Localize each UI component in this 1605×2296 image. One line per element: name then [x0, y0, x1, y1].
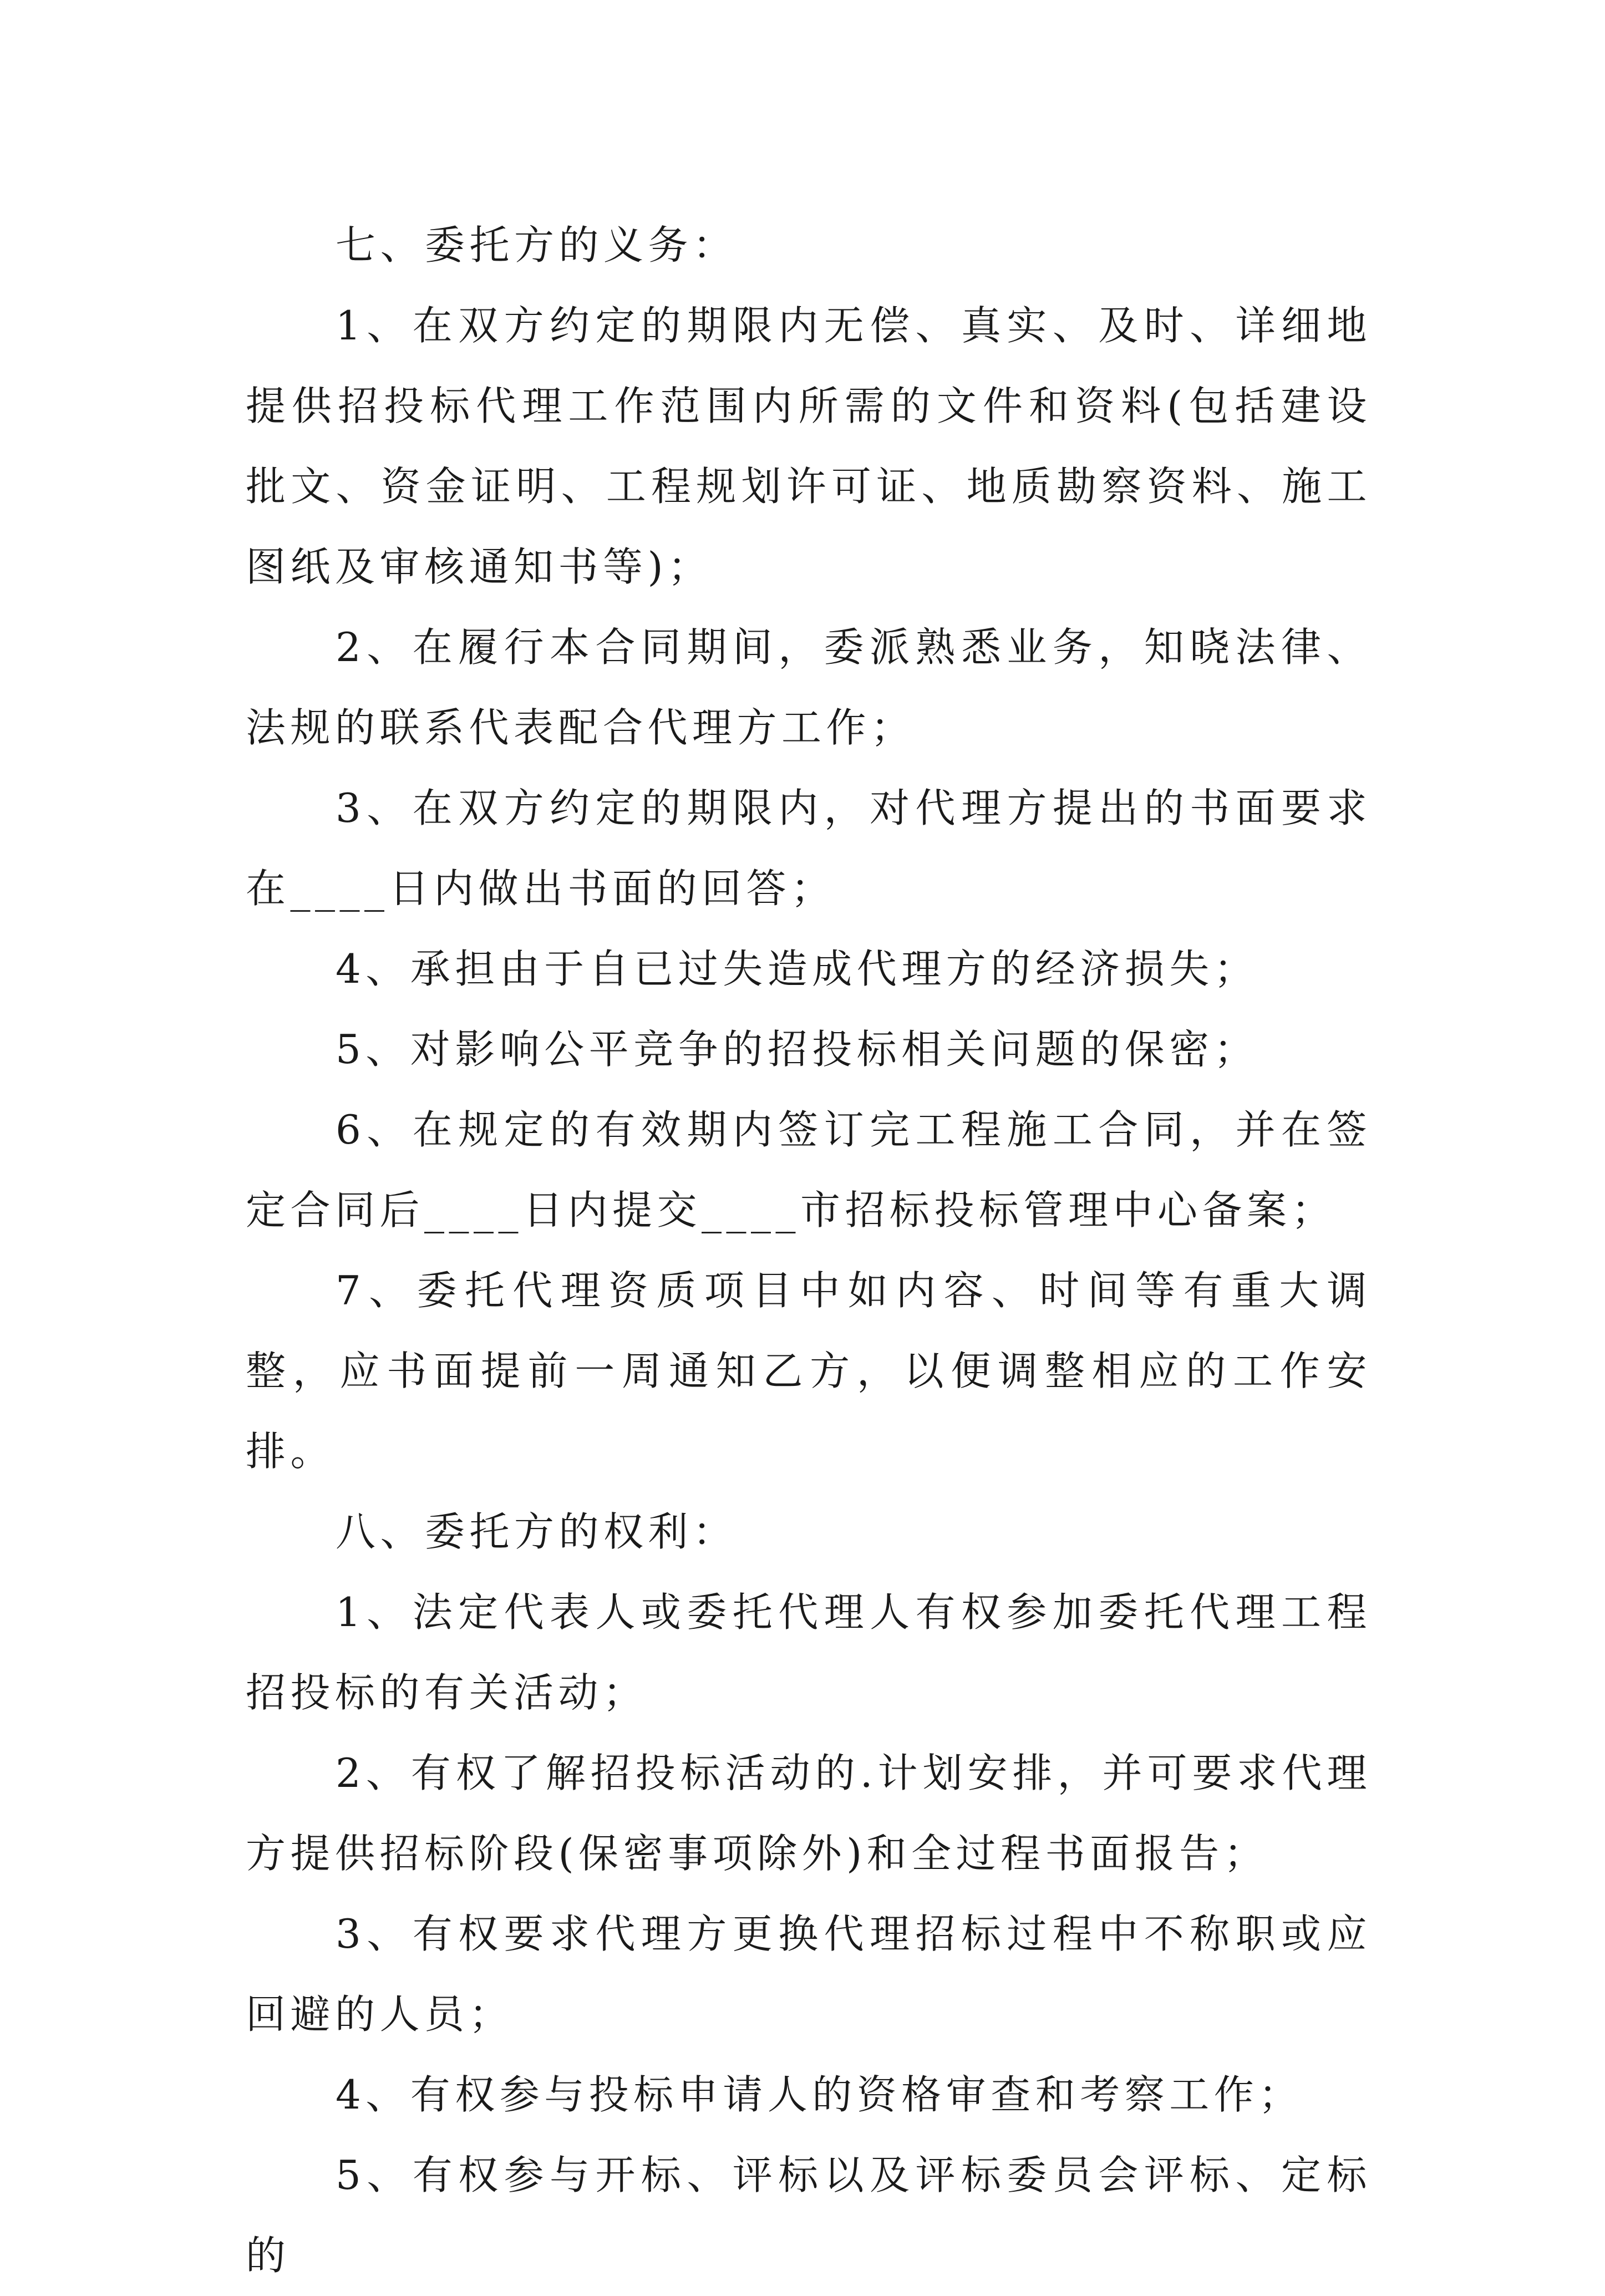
document-body — [246, 205, 1372, 2296]
obligation-item-3: 3、在双方约定的期限内，对代理方提出的书面要求在____日内做出书面的回答； — [246, 785, 1372, 912]
section-heading-client-rights: 八、委托方的权利： — [336, 1508, 738, 1555]
obligation-item-6: 6、在规定的有效期内签订完工程施工合同，并在签定合同后____日内提交____市招标投标管理中心备案； — [246, 1106, 1372, 1233]
right-item-2: 2、有权了解招投标活动的.计划安排，并可要求代理方提供招标阶段(保密事项除外)和全过程书面报告； — [246, 1750, 1372, 1877]
right-item-5: 5、有权参与开标、评标以及评标委员会评标、定标的 — [246, 2152, 1372, 2279]
right-item-3: 3、有权要求代理方更换代理招标过程中不称职或应回避的人员； — [246, 1911, 1372, 2038]
obligation-item-1: 1、在双方约定的期限内无偿、真实、及时、详细地提供招投标代理工作范围内所需的文件和资料(包括建设批文、资金证明、工程规划许可证、地质勘察资料、施工图纸及审核通知书等)； — [246, 302, 1372, 590]
right-item-1: 1、法定代表人或委托代理人有权参加委托代理工程招投标的有关活动； — [246, 1589, 1372, 1716]
section-heading-client-obligations: 七、委托方的义务： — [336, 222, 738, 268]
right-item-4: 4、有权参与投标申请人的资格审查和考察工作； — [336, 2071, 1303, 2118]
obligation-item-4: 4、承担由于自已过失造成代理方的经济损失； — [336, 946, 1259, 992]
obligation-item-2: 2、在履行本合同期间，委派熟悉业务，知晓法律、法规的联系代表配合代理方工作； — [246, 624, 1372, 751]
obligation-item-5: 5、对影响公平竞争的招投标相关问题的保密； — [336, 1026, 1259, 1073]
obligation-item-7: 7、委托代理资质项目中如内容、时间等有重大调整，应书面提前一周通知乙方，以便调整相应的工作安排。 — [246, 1267, 1372, 1475]
